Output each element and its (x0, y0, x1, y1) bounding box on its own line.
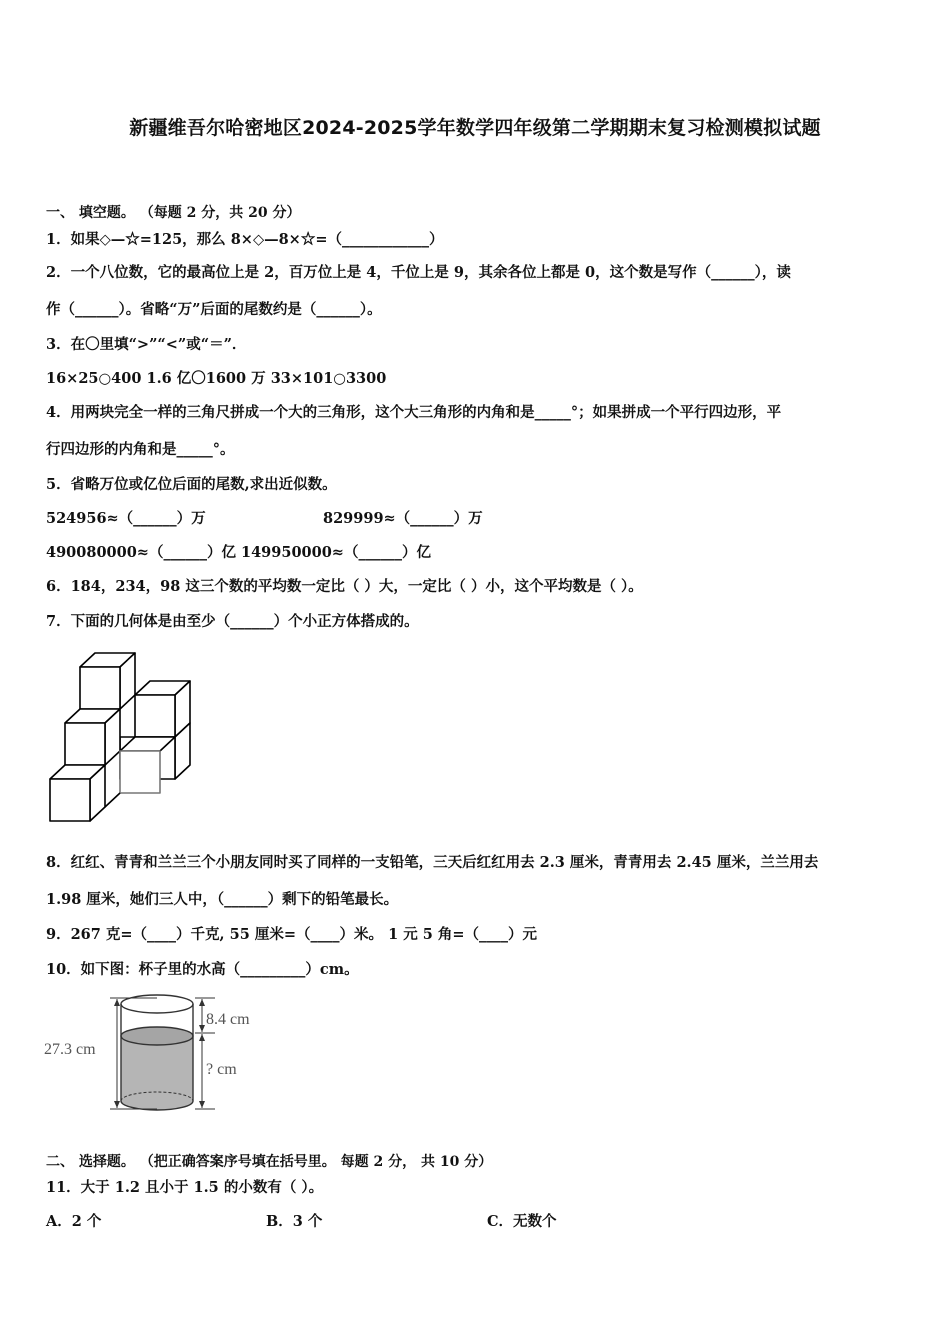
question-4-line-1: 4．用两块完全一样的三角尺拼成一个大的三角形，这个大三角形的内角和是_____°；如果拼成一个平行四边形，平 (46, 404, 782, 421)
question-1: 1．如果◇—☆=125，那么 8×◇—8×☆=（____________） (46, 231, 444, 248)
total-height-label: 27.3 cm (44, 1041, 96, 1058)
question-9: 9．267 克=（____）千克, 55 厘米=（____）米。 1 元 5 角=（____）元 (46, 926, 538, 943)
question-5-item-1: 524956≈（______）万 (46, 510, 206, 527)
cup-water-figure (40, 988, 280, 1116)
question-2-line-1: 2．一个八位数，它的最高位上是 2，百万位上是 4，千位上是 9，其余各位上都是 0，这个数是写作（______），读 (46, 264, 791, 281)
option-c: C．无数个 (487, 1213, 557, 1230)
question-8-line-2: 1.98 厘米，她们三人中，（______）剩下的铅笔最长。 (46, 891, 399, 908)
question-4-line-2: 行四边形的内角和是_____°。 (46, 441, 235, 458)
water-height-label: ? cm (206, 1061, 237, 1078)
section-1-heading: 一、 填空题。 （每题 2 分，共 20 分） (46, 205, 301, 221)
question-6: 6．184，234，98 这三个数的平均数一定比（ ）大，一定比（ ）小，这个平均数是（ ）。 (46, 578, 643, 595)
page-title: 新疆维吾尔哈密地区2024-2025学年数学四年级第二学期期末复习检测模拟试题 (129, 117, 821, 139)
question-10: 10．如下图：杯子里的水高（_________）cm。 (46, 961, 359, 978)
question-5-line-3: 490080000≈（______）亿 149950000≈（______）亿 (46, 544, 431, 561)
option-a: A．2 个 (46, 1213, 102, 1230)
option-b: B．3 个 (266, 1213, 323, 1230)
empty-height-label: 8.4 cm (206, 1011, 250, 1028)
question-7: 7．下面的几何体是由至少（______）个小正方体搭成的。 (46, 613, 419, 630)
question-5-line-1: 5．省略万位或亿位后面的尾数,求出近似数。 (46, 476, 337, 493)
question-8-line-1: 8．红红、青青和兰兰三个小朋友同时买了同样的一支铅笔，三天后红红用去 2.3 厘米，青青用去 2.45 厘米，兰兰用去 (46, 854, 819, 871)
question-3-line-1: 3．在〇里填“>”“<”或“＝”． (46, 336, 247, 353)
question-11: 11．大于 1.2 且小于 1.5 的小数有（ ）。 (46, 1179, 324, 1196)
question-3-line-2: 16×25○400 1.6 亿〇1600 万 33×101○3300 (46, 370, 387, 387)
question-5-item-2: 829999≈（______）万 (323, 510, 483, 527)
section-2-heading: 二、 选择题。 （把正确答案序号填在括号里。 每题 2 分， 共 10 分） (46, 1154, 493, 1170)
question-2-line-2: 作（______）。省略“万”后面的尾数约是（______）。 (46, 301, 382, 318)
cube-stack-figure (40, 645, 200, 830)
